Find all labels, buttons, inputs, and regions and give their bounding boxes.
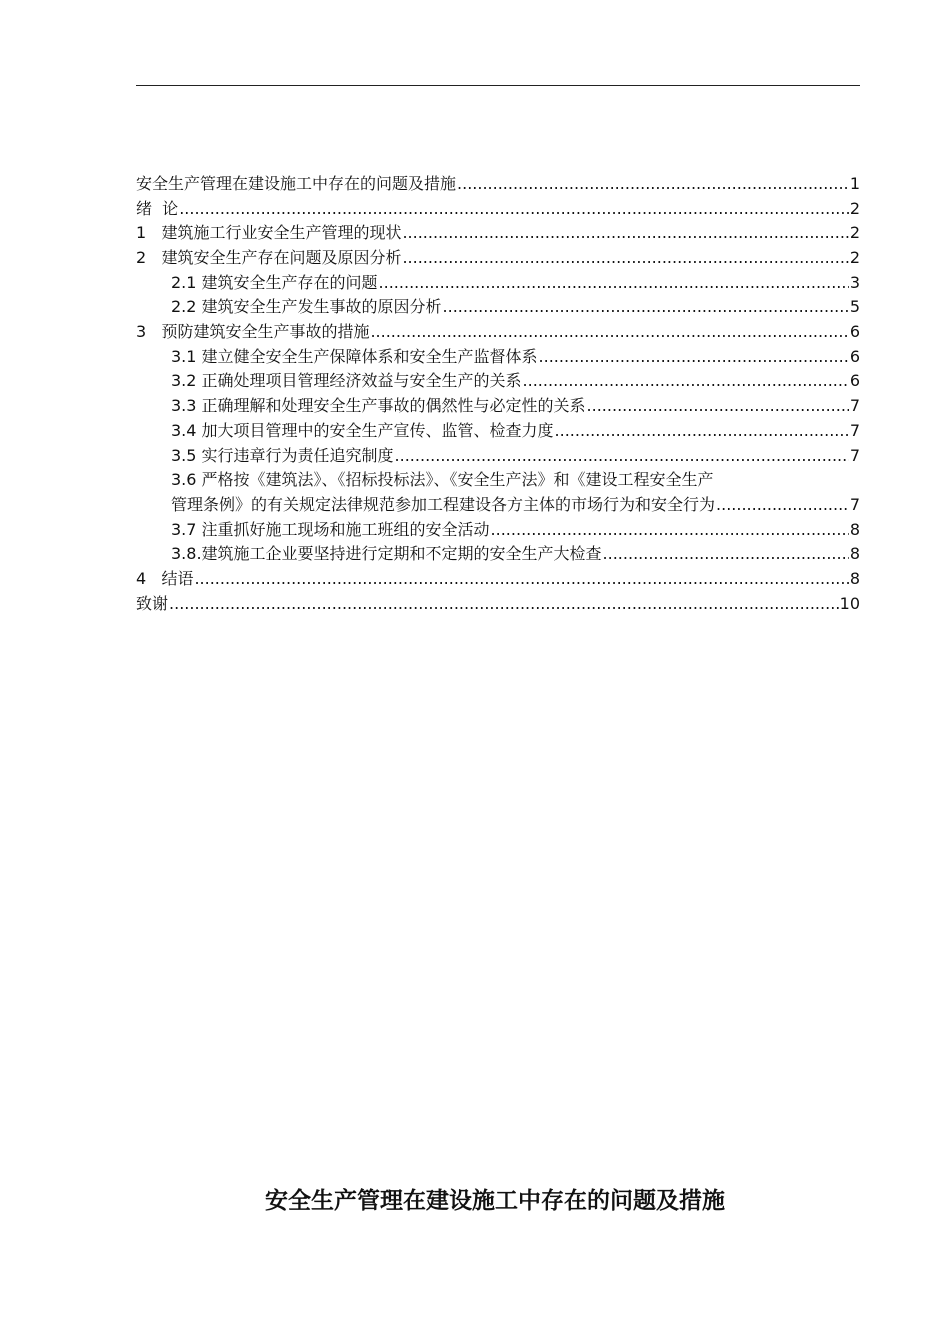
toc-entry-page: 5 xyxy=(849,297,860,317)
toc-entry[interactable] xyxy=(136,246,860,271)
toc-entry-title: 1 建筑施工行业安全生产管理的现状 xyxy=(136,223,402,243)
toc-entry-page: 8 xyxy=(849,519,860,539)
toc-entry-page: 7 xyxy=(849,420,860,440)
toc-entry-page: 6 xyxy=(849,346,860,366)
toc-entry-page: 2 xyxy=(849,198,860,218)
document-title: 安全生产管理在建设施工中存在的问题及措施 xyxy=(265,1187,725,1214)
toc-leader xyxy=(539,345,849,370)
toc-entry-title: 4 结语 xyxy=(136,569,194,589)
toc-entry[interactable] xyxy=(136,271,860,296)
toc-entry[interactable] xyxy=(136,592,860,617)
toc-entry-title: 致谢 xyxy=(136,593,169,613)
toc-entry-page: 8 xyxy=(849,544,860,564)
toc-entry-page: 2 xyxy=(849,223,860,243)
toc-entry-title: 绪 论 xyxy=(136,198,179,218)
toc-entry-title: 3 预防建筑安全生产事故的措施 xyxy=(136,322,370,342)
toc-entry-page: 3 xyxy=(849,272,860,292)
toc-entry-page: 7 xyxy=(849,396,860,416)
toc-entry-title: 3.1 建立健全安全生产保障体系和安全生产监督体系 xyxy=(171,346,538,366)
toc-entry-page: 6 xyxy=(849,371,860,391)
toc-entry-title: 2.1 建筑安全生产存在的问题 xyxy=(171,272,378,292)
toc-entry[interactable] xyxy=(136,370,860,395)
toc-leader xyxy=(491,518,849,543)
toc-leader xyxy=(370,320,848,345)
header-rule xyxy=(136,85,860,86)
toc-entry[interactable] xyxy=(136,419,860,444)
toc-leader xyxy=(603,542,849,567)
toc-entry-title: 3.6 严格按《建筑法》、《招标投标法》、《安全生产法》和《建设工程安全生产 xyxy=(171,470,714,490)
toc-entry[interactable] xyxy=(136,468,860,517)
toc-entry-page: 8 xyxy=(849,569,860,589)
toc-leader xyxy=(395,444,849,469)
toc-entry-page: 7 xyxy=(849,445,860,465)
toc-entry[interactable] xyxy=(136,172,860,197)
toc-leader xyxy=(523,369,849,394)
toc-entry-title: 3.2 正确处理项目管理经济效益与安全生产的关系 xyxy=(171,371,522,391)
toc-leader xyxy=(716,493,849,518)
toc-leader xyxy=(169,592,839,617)
toc-entry-title-continued: 管理条例》的有关规定法律规范参加工程建设各方主体的市场行为和安全行为 xyxy=(171,494,716,514)
toc-leader xyxy=(443,295,849,320)
table-of-contents xyxy=(136,172,860,616)
toc-entry-title: 3.7 注重抓好施工现场和施工班组的安全活动 xyxy=(171,519,490,539)
toc-entry-title: 3.8.建筑施工企业要坚持进行定期和不定期的安全生产大检查 xyxy=(171,544,602,564)
toc-leader xyxy=(457,172,849,197)
toc-entry-page: 6 xyxy=(849,322,860,342)
toc-entry[interactable] xyxy=(136,221,860,246)
toc-entry[interactable] xyxy=(136,295,860,320)
toc-entry[interactable] xyxy=(136,197,860,222)
toc-leader xyxy=(194,567,848,592)
toc-entry-page: 10 xyxy=(839,593,860,613)
toc-leader xyxy=(402,246,848,271)
toc-entry-title: 3.5 实行违章行为责任追究制度 xyxy=(171,445,394,465)
toc-leader xyxy=(587,394,849,419)
toc-leader xyxy=(402,221,848,246)
toc-leader xyxy=(379,271,849,296)
toc-entry[interactable] xyxy=(136,320,860,345)
toc-leader xyxy=(555,419,849,444)
toc-entry-page: 7 xyxy=(849,494,860,514)
toc-entry[interactable] xyxy=(136,444,860,469)
toc-entry-page: 2 xyxy=(849,248,860,268)
toc-entry[interactable] xyxy=(136,345,860,370)
toc-entry[interactable] xyxy=(136,567,860,592)
toc-entry[interactable] xyxy=(136,394,860,419)
toc-entry-page: 1 xyxy=(849,173,860,193)
toc-entry[interactable] xyxy=(136,518,860,543)
toc-entry-title: 3.3 正确理解和处理安全生产事故的偶然性与必定性的关系 xyxy=(171,396,586,416)
toc-entry-title: 2 建筑安全生产存在问题及原因分析 xyxy=(136,248,402,268)
toc-entry-title: 3.4 加大项目管理中的安全生产宣传、监管、检查力度 xyxy=(171,420,554,440)
toc-entry-title: 安全生产管理在建设施工中存在的问题及措施 xyxy=(136,173,457,193)
toc-entry-title: 2.2 建筑安全生产发生事故的原因分析 xyxy=(171,297,442,317)
toc-entry[interactable] xyxy=(136,542,860,567)
toc-leader xyxy=(179,197,849,222)
